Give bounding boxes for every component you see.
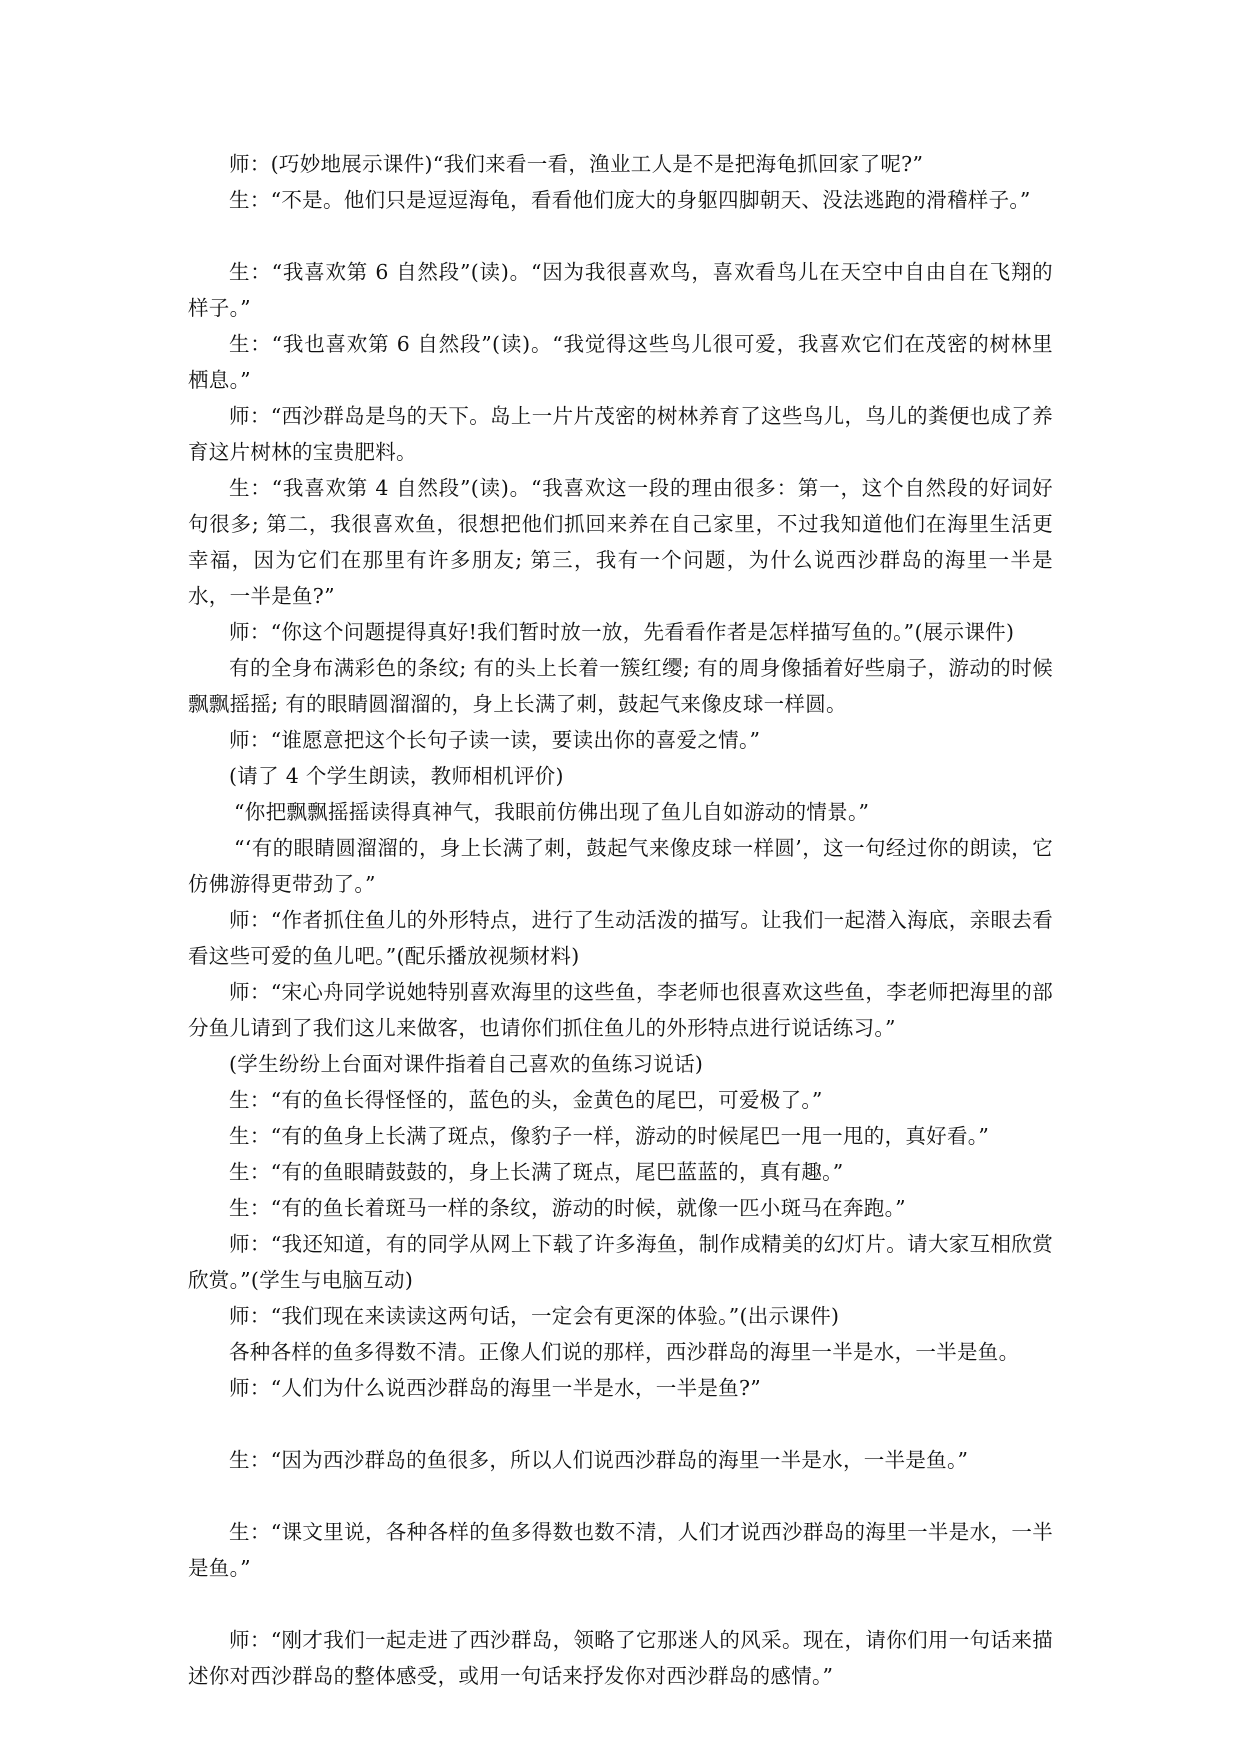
paragraph: 师：(巧妙地展示课件)“我们来看一看，渔业工人是不是把海龟抓回家了呢?” — [229, 152, 924, 176]
paragraph: 师：“谁愿意把这个长句子读一读，要读出你的喜爱之情。” — [229, 728, 761, 752]
paragraph: 各种各样的鱼多得数不清。正像人们说的那样，西沙群岛的海里一半是水，一半是鱼。 — [229, 1340, 1020, 1364]
blank-line — [188, 218, 1053, 254]
paragraph: 师：“我们现在来读读这两句话，一定会有更深的体验。”(出示课件) — [229, 1304, 840, 1328]
blank-line — [188, 1586, 1053, 1622]
paragraph: 生：“有的鱼身上长满了斑点，像豹子一样，游动的时候尾巴一甩一甩的，真好看。” — [229, 1124, 990, 1148]
paragraph: 师：“作者抓住鱼儿的外形特点，进行了生动活泼的描写。让我们一起潜入海底，亲眼去看看这些可爱的鱼儿吧。”(配乐播放视频材料) — [188, 908, 1053, 968]
paragraph: 生：“有的鱼长着斑马一样的条纹，游动的时候，就像一匹小斑马在奔跑。” — [229, 1196, 906, 1220]
paragraph: 生：“我也喜欢第 6 自然段”(读)。“我觉得这些鸟儿很可爱，我喜欢它们在茂密的树林里栖息。” — [188, 332, 1053, 392]
blank-line — [188, 1406, 1053, 1442]
paragraph: 生：“有的鱼眼睛鼓鼓的，身上长满了斑点，尾巴蓝蓝的，真有趣。” — [229, 1160, 844, 1184]
paragraph: 生：“有的鱼长得怪怪的，蓝色的头，金黄色的尾巴，可爱极了。” — [229, 1088, 823, 1112]
paragraph: 师：“我还知道，有的同学从网上下载了许多海鱼，制作成精美的幻灯片。请大家互相欣赏欣赏。”(学生与电脑互动) — [188, 1232, 1053, 1292]
paragraph: 生：“我喜欢第 4 自然段”(读)。“我喜欢这一段的理由很多：第一，这个自然段的好词好句很多; 第二，我很喜欢鱼，很想把他们抓回来养在自己家里，不过我知道他们在海里生活更幸福，因为它们在那里有许多朋友; 第三，我有一个问题，为什么说西沙群岛的海里一半是水，一半是鱼?” — [188, 476, 1053, 608]
paragraph: “‘有的眼睛圆溜溜的，身上长满了刺，鼓起气来像皮球一样圆’，这一句经过你的朗读，它仿佛游得更带劲了。” — [188, 836, 1053, 896]
paragraph: (请了 4 个学生朗读，教师相机评价) — [229, 764, 564, 788]
paragraph: 师：“宋心舟同学说她特别喜欢海里的这些鱼，李老师也很喜欢这些鱼，李老师把海里的部分鱼儿请到了我们这儿来做客，也请你们抓住鱼儿的外形特点进行说话练习。” — [188, 980, 1053, 1040]
paragraph: 师：“人们为什么说西沙群岛的海里一半是水，一半是鱼?” — [229, 1376, 762, 1400]
paragraph: “你把飘飘摇摇读得真神气，我眼前仿佛出现了鱼儿自如游动的情景。” — [234, 800, 870, 824]
document-page — [188, 146, 1053, 1694]
paragraph: 生：“课文里说，各种各样的鱼多得数也数不清，人们才说西沙群岛的海里一半是水，一半是鱼。” — [188, 1520, 1053, 1580]
paragraph: 生：“我喜欢第 6 自然段”(读)。“因为我很喜欢鸟，喜欢看鸟儿在天空中自由自在飞翔的样子。” — [188, 260, 1053, 320]
paragraph: 生：“因为西沙群岛的鱼很多，所以人们说西沙群岛的海里一半是水，一半是鱼。” — [229, 1448, 969, 1472]
paragraph: 师：“刚才我们一起走进了西沙群岛，领略了它那迷人的风采。现在，请你们用一句话来描述你对西沙群岛的整体感受，或用一句话来抒发你对西沙群岛的感情。” — [188, 1628, 1053, 1688]
paragraph: 有的全身布满彩色的条纹; 有的头上长着一簇红缨; 有的周身像插着好些扇子，游动的时候飘飘摇摇; 有的眼睛圆溜溜的，身上长满了刺，鼓起气来像皮球一样圆。 — [188, 656, 1053, 716]
paragraph: (学生纷纷上台面对课件指着自己喜欢的鱼练习说话) — [229, 1052, 704, 1076]
paragraph: 生：“不是。他们只是逗逗海龟，看看他们庞大的身躯四脚朝天、没法逃跑的滑稽样子。” — [229, 188, 1031, 212]
paragraph: 师：“西沙群岛是鸟的天下。岛上一片片茂密的树林养育了这些鸟儿，鸟儿的粪便也成了养育这片树林的宝贵肥料。 — [188, 404, 1053, 464]
paragraph: 师：“你这个问题提得真好!我们暂时放一放，先看看作者是怎样描写鱼的。”(展示课件) — [229, 620, 1015, 644]
blank-line — [188, 1478, 1053, 1514]
